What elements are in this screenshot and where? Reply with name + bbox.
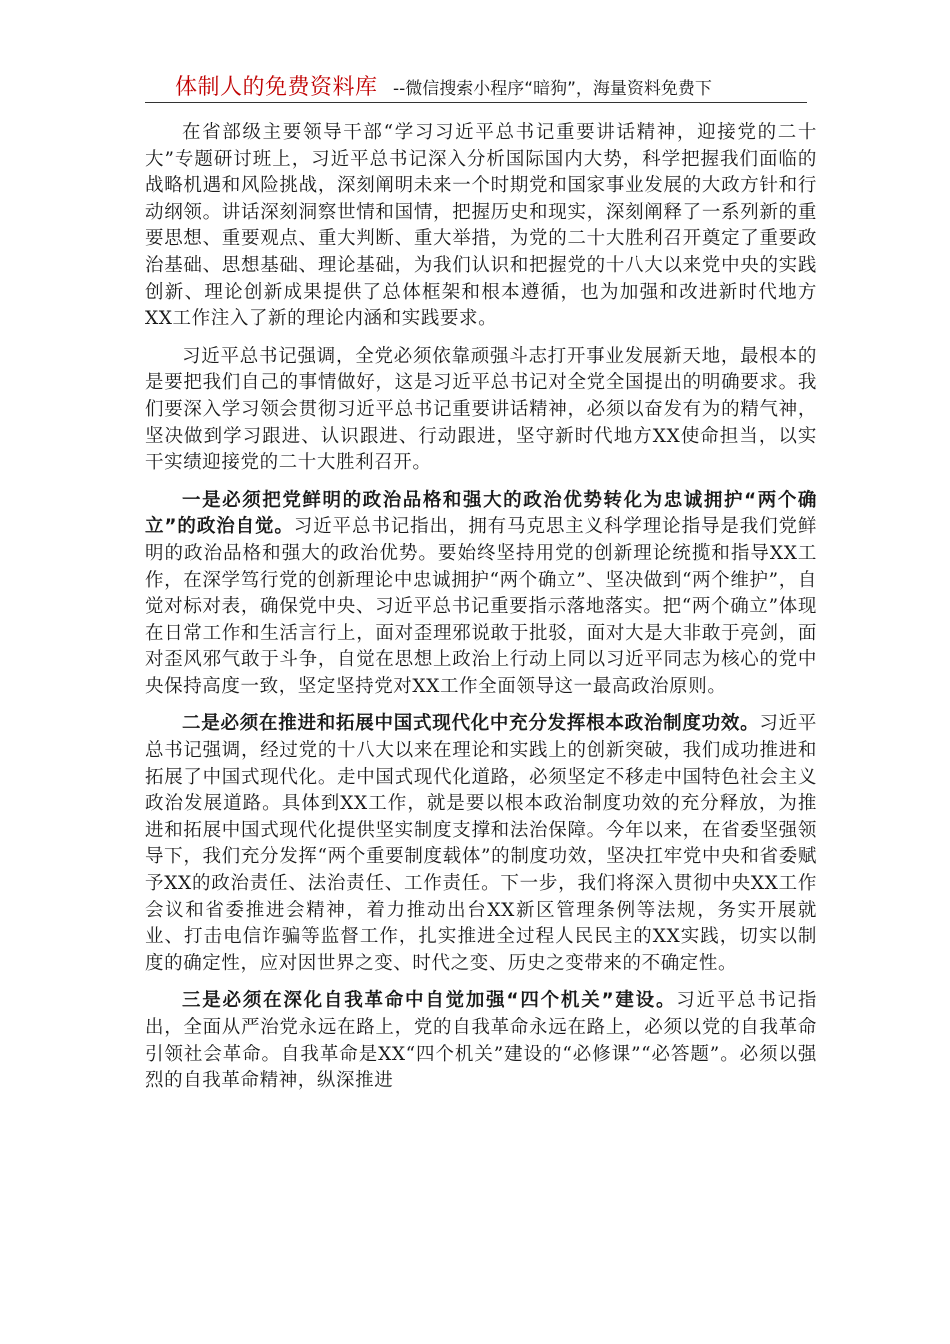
- paragraph-text: 习近平总书记指出，拥有马克思主义科学理论指导是我们党鲜明的政治品格和强大的政治优势。要始终坚持用党的创新理论统揽和指导XX工作，在深学笃行党的创新理论中忠诚拥护“两个确立”、坚决做到“两个维护”，自觉对标对表，确保党中央、习近平总书记重要指示落地落实。把“两个确立”体现在日常工作和生活言行上，面对歪理邪说敢于批驳，面对大是大非敢于亮剑，面对歪风邪气敢于斗争，自觉在思想上政治上行动上同以习近平同志为核心的党中央保持高度一致，坚定坚持党对XX工作全面领导这一最高政治原则。: [145, 516, 817, 697]
- paragraph-text: 习近平总书记指出，全面从严治党永远在路上，党的自我革命永远在路上，必须以党的自我革命引领社会革命。自我革命是XX“四个机关”建设的“必修课”“必答题”。必须以强烈的自我革命精神，纵深推进: [145, 990, 817, 1092]
- header-note: --微信搜索小程序“暗狗”，海量资料免费下: [393, 79, 712, 99]
- paragraph-point-two: [145, 711, 817, 977]
- paragraph-text: 习近平总书记强调，经过党的十八大以来在理论和实践上的创新突破，我们成功推进和拓展了中国式现代化。走中国式现代化道路，必须坚定不移走中国特色社会主义政治发展道路。具体到XX工作，就是要以根本政治制度功效的充分释放，为推进和拓展中国式现代化提供坚实制度支撑和法治保障。今年以来，在省委坚强领导下，我们充分发挥“两个重要制度载体”的制度功效，坚决扛牢党中央和省委赋予XX的政治责任、法治责任、工作责任。下一步，我们将深入贯彻中央XX工作会议和省委推进会精神，着力推动出台XX新区管理条例等法规，务实开展就业、打击电信诈骗等监督工作，扎实推进全过程人民民主的XX实践，切实以制度的确定性，应对因世界之变、时代之变、历史之变带来的不确定性。: [145, 713, 817, 974]
- document-body: [145, 120, 817, 1106]
- paragraph-requirement: [145, 344, 817, 477]
- paragraph-point-three: [145, 988, 817, 1094]
- paragraph-lead: 一是必须把党鲜明的政治品格和强大的政治优势转化为忠诚拥护“两个确立”的政治自觉。: [145, 489, 817, 538]
- paragraph-point-one: [145, 488, 817, 701]
- header-brand-title: 体制人的免费资料库: [175, 75, 378, 100]
- paragraph-intro: [145, 120, 817, 333]
- paragraph-text: 习近平总书记强调，全党必须依靠顽强斗志打开事业发展新天地，最根本的是要把我们自己的事情做好，这是习近平总书记对全党全国提出的明确要求。我们要深入学习领会贯彻习近平总书记重要讲话精神，必须以奋发有为的精气神，坚决做到学习跟进、认识跟进、行动跟进，坚守新时代地方XX使命担当，以实干实绩迎接党的二十大胜利召开。: [145, 345, 817, 474]
- paragraph-lead: 二是必须在推进和拓展中国式现代化中充分发挥根本政治制度功效。: [182, 713, 760, 735]
- paragraph-text: 在省部级主要领导干部“学习习近平总书记重要讲话精神，迎接党的二十大”专题研讨班上，习近平总书记深入分析国际国内大势，科学把握我们面临的战略机遇和风险挑战，深刻阐明未来一个时期党和国家事业发展的大政方针和行动纲领。讲话深刻洞察世情和国情，把握历史和现实，深刻阐释了一系列新的重要思想、重要观点、重大判断、重大举措，为党的二十大胜利召开奠定了重要政治基础、思想基础、理论基础，为我们认识和把握党的十八大以来党中央的实践创新、理论创新成果提供了总体框架和根本遵循，也为加强和改进新时代地方XX工作注入了新的理论内涵和实践要求。: [145, 122, 817, 330]
- page-header: [145, 68, 807, 103]
- paragraph-lead: 三是必须在深化自我革命中自觉加强“四个机关”建设。: [182, 990, 677, 1012]
